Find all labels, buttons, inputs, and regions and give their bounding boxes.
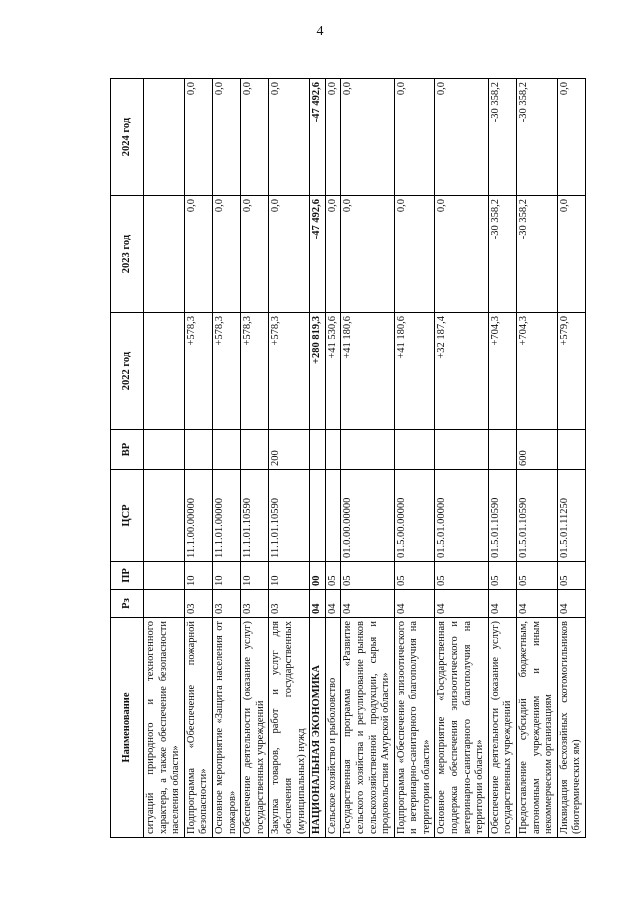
cell-vr: 600 [517, 430, 558, 470]
cell-vr [212, 430, 240, 470]
cell-pr: 05 [341, 562, 394, 590]
cell-name: Сельское хозяйство и рыболовство [325, 618, 341, 838]
cell-name: Подпрограмма «Обеспечение эпизоотического и ветеринарно-санитарного благополучия на территории области» [394, 618, 435, 838]
cell-csr [325, 470, 341, 562]
cell-vr [241, 430, 269, 470]
cell-rz: 03 [212, 590, 240, 618]
cell-2023: 0,0 [269, 196, 310, 313]
cell-vr [394, 430, 435, 470]
table-row [212, 79, 240, 838]
cell-name: Предоставление субсидий бюджетным, автономным учреждениям и иным некоммерческим организациям [517, 618, 558, 838]
cell-name: Государственная программа «Развитие сельского хозяйства и регулирование рынков сельскохозяйственной продукции, сырья и продовольствия Амурской области» [341, 618, 394, 838]
cell-2024: 0,0 [341, 79, 394, 196]
budget-table [110, 78, 586, 838]
cell-2022: +578,3 [269, 313, 310, 430]
cell-vr: 200 [269, 430, 310, 470]
table-header-row [111, 79, 144, 838]
header-2022: 2022 год [111, 313, 144, 430]
cell-csr: 11.1.01.00000 [212, 470, 240, 562]
cell-pr: 05 [325, 562, 341, 590]
cell-2024: -30 358,2 [517, 79, 558, 196]
header-csr: ЦСР [111, 470, 144, 562]
table-row [310, 79, 326, 838]
cell-2022: +579,0 [557, 313, 585, 430]
cell-rz: 04 [310, 590, 326, 618]
cell-vr [341, 430, 394, 470]
cell-rz: 03 [269, 590, 310, 618]
cell-rz: 03 [241, 590, 269, 618]
cell-rz: 04 [488, 590, 516, 618]
table-row [269, 79, 310, 838]
cell-pr: 10 [241, 562, 269, 590]
table-row [144, 79, 185, 838]
cell-rz: 04 [435, 590, 488, 618]
cell-2024: -30 358,2 [488, 79, 516, 196]
rotated-table-container [110, 78, 583, 838]
cell-2023: 0,0 [241, 196, 269, 313]
cell-2022: +578,3 [184, 313, 212, 430]
cell-2024: 0,0 [325, 79, 341, 196]
cell-2023 [144, 196, 185, 313]
cell-name: Обеспечение деятельности (оказание услуг) государственных учреждений [241, 618, 269, 838]
cell-name: Обеспечение деятельности (оказание услуг) государственных учреждений [488, 618, 516, 838]
cell-rz: 03 [184, 590, 212, 618]
cell-2023: 0,0 [394, 196, 435, 313]
cell-pr: 10 [212, 562, 240, 590]
cell-vr [144, 430, 185, 470]
cell-csr [144, 470, 185, 562]
cell-rz: 04 [557, 590, 585, 618]
cell-2023: 0,0 [341, 196, 394, 313]
cell-csr: 01.0.00.00000 [341, 470, 394, 562]
table-row [557, 79, 585, 838]
table-row [241, 79, 269, 838]
cell-rz: 04 [394, 590, 435, 618]
cell-2023: 0,0 [184, 196, 212, 313]
cell-2024: 0,0 [394, 79, 435, 196]
cell-vr [488, 430, 516, 470]
cell-rz: 04 [341, 590, 394, 618]
table-row [394, 79, 435, 838]
cell-pr: 05 [517, 562, 558, 590]
cell-pr: 10 [269, 562, 310, 590]
header-rz: Рз [111, 590, 144, 618]
cell-rz: 04 [517, 590, 558, 618]
cell-vr [310, 430, 326, 470]
cell-csr: 01.5.01.10590 [517, 470, 558, 562]
cell-pr: 05 [557, 562, 585, 590]
cell-pr: 05 [394, 562, 435, 590]
cell-2022: +704,3 [488, 313, 516, 430]
cell-vr [184, 430, 212, 470]
cell-2022: +41 180,6 [394, 313, 435, 430]
cell-rz [144, 590, 185, 618]
cell-csr: 01.5.01.10590 [488, 470, 516, 562]
cell-name: Подпрограмма «Обеспечение пожарной безопасности» [184, 618, 212, 838]
table-row [341, 79, 394, 838]
cell-2023: 0,0 [557, 196, 585, 313]
cell-2022: +704,3 [517, 313, 558, 430]
cell-2024: 0,0 [557, 79, 585, 196]
cell-csr [310, 470, 326, 562]
cell-2024: -47 492,6 [310, 79, 326, 196]
cell-rz: 04 [325, 590, 341, 618]
cell-2023: 0,0 [212, 196, 240, 313]
cell-vr [325, 430, 341, 470]
header-vr: ВР [111, 430, 144, 470]
cell-name: ситуаций природного и техногенного характера, а также обеспечение безопасности населения области» [144, 618, 185, 838]
cell-name: Закупка товаров, работ и услуг для обеспечения государственных (муниципальных) нужд [269, 618, 310, 838]
cell-name: НАЦИОНАЛЬНАЯ ЭКОНОМИКА [310, 618, 326, 838]
cell-2022: +41 530,6 [325, 313, 341, 430]
cell-2023: -30 358,2 [517, 196, 558, 313]
cell-2022 [144, 313, 185, 430]
cell-pr: 00 [310, 562, 326, 590]
cell-pr: 05 [488, 562, 516, 590]
page-number: 4 [316, 24, 324, 39]
cell-csr: 11.1.00.00000 [184, 470, 212, 562]
cell-2024: 0,0 [435, 79, 488, 196]
cell-name: Основное мероприятие «Защита населения от пожаров» [212, 618, 240, 838]
cell-2024 [144, 79, 185, 196]
cell-csr: 11.1.01.10590 [241, 470, 269, 562]
cell-pr [144, 562, 185, 590]
table-row [435, 79, 488, 838]
cell-pr: 05 [435, 562, 488, 590]
cell-2024: 0,0 [269, 79, 310, 196]
cell-2023: -30 358,2 [488, 196, 516, 313]
header-pr: ПР [111, 562, 144, 590]
cell-2022: +578,3 [241, 313, 269, 430]
table-row [184, 79, 212, 838]
cell-csr: 11.1.01.10590 [269, 470, 310, 562]
cell-csr: 01.5.01.11250 [557, 470, 585, 562]
cell-vr [435, 430, 488, 470]
cell-csr: 01.5.00.00000 [394, 470, 435, 562]
cell-2024: 0,0 [184, 79, 212, 196]
cell-2022: +280 819,3 [310, 313, 326, 430]
cell-2022: +578,3 [212, 313, 240, 430]
cell-csr: 01.5.01.00000 [435, 470, 488, 562]
table-row [488, 79, 516, 838]
table-row [325, 79, 341, 838]
header-2024: 2024 год [111, 79, 144, 196]
cell-2023: -47 492,6 [310, 196, 326, 313]
cell-pr: 10 [184, 562, 212, 590]
cell-2023: 0,0 [435, 196, 488, 313]
cell-vr [557, 430, 585, 470]
cell-2022: +41 180,6 [341, 313, 394, 430]
cell-2023: 0,0 [325, 196, 341, 313]
table-row [517, 79, 558, 838]
header-name: Наименование [111, 618, 144, 838]
cell-2024: 0,0 [212, 79, 240, 196]
header-2023: 2023 год [111, 196, 144, 313]
cell-2022: +32 187,4 [435, 313, 488, 430]
cell-2024: 0,0 [241, 79, 269, 196]
table-body [144, 79, 586, 838]
cell-name: Основное мероприятие «Государственная поддержка обеспечения эпизоотического и ветеринарно-санитарного благополучия на территории области» [435, 618, 488, 838]
cell-name: Ликвидация бесхозяйных скотомогильников (биотермических ям) [557, 618, 585, 838]
